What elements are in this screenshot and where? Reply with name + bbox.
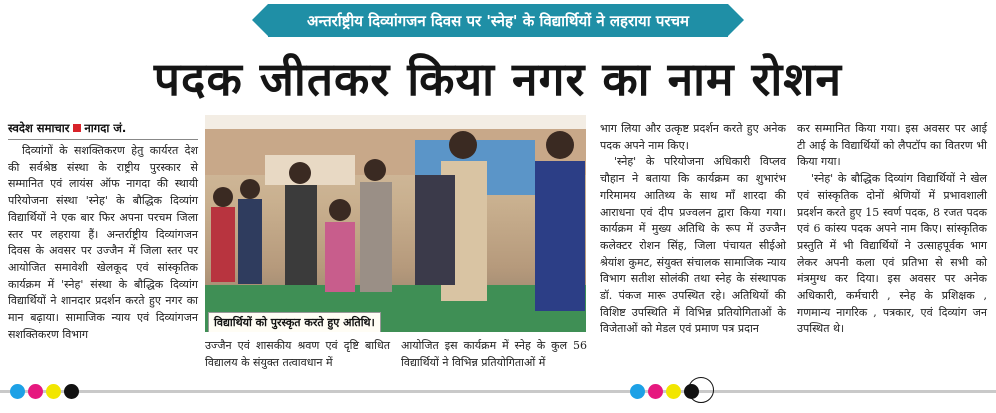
photo-illustration [205,115,586,332]
yellow-dot-icon [46,384,61,399]
paragraph: कर सम्मानित किया गया। इस अवसर पर आई टी आई के विद्यार्थियों को लैपटॉप का वितरण भी किया गया। [797,122,987,169]
article-column-4 [600,121,786,338]
paragraph: आयोजित इस कार्यक्रम में स्नेह के कुल 56 विद्यार्थियों ने विभिन्न प्रतियोगिताओं में [401,339,587,369]
magenta-dot-icon [648,384,663,399]
print-color-marks-left [10,382,79,400]
paragraph: भाग लिया और उत्कृष्ट प्रदर्शन करते हुए अनेक पदक अपने नाम किए। [600,122,786,152]
paragraph: 'स्नेह' के परियोजना अधिकारी विप्लव चौहान ने बताया कि कार्यक्रम का शुभारंभ गरिमामय आतिथ्य के साथ माँ शारदा की आराधना एवं दीप प्रज्वलन द्वारा किया गया। कार्यक्रम में मुख्य अतिथि के रूप में उज्जैन कलेक्टर रोशन सिंह, जिला पंचायत सीईओ श्रेयांश कुमट, संयुक्त संचालक सामाजिक न्याय विभाग सतीश सोलंकी तथा स्नेह के संस्थापक डॉ. पंकज मारू उपस्थित रहे। अतिथियों की विशिष्ट उपस्थिति में विभिन्न प्रतियोगिताओं के विजेताओं को मेडल एवं प्रमाण पत्र प्रदान [600,155,786,336]
article-column-5 [797,121,987,338]
black-dot-icon [64,384,79,399]
registration-mark-icon [688,377,714,403]
article-column-1 [8,143,198,343]
photo-caption: विद्यार्थियों को पुरस्कृत करते हुए अतिथि। [208,312,381,332]
kicker-banner [268,4,728,37]
news-photo [205,115,586,332]
magenta-dot-icon [28,384,43,399]
paragraph: 'स्नेह' के बौद्धिक दिव्यांग विद्यार्थियों ने खेल एवं सांस्कृतिक दोनों श्रेणियों में प्रभावशाली प्रदर्शन करते हुए 15 स्वर्ण पदक, 8 रजत पदक एवं 6 कांस्य पदक अपने नाम किए। सांस्कृतिक प्रस्तुति में भी विद्यार्थियों ने उत्साहपूर्वक भाग लेकर अपनी कला एवं प्रतिभा से सभी को मंत्रमुग्ध कर दिया। इस अवसर पर अनेक अधिकारी, कर्मचारी , स्नेह के प्रशिक्षक , गणमान्य नागरिक , पत्रकार, एवं दिव्यांग जन उपस्थित थे। [797,172,987,336]
yellow-dot-icon [666,384,681,399]
paragraph: दिव्यांगों के सशक्तिकरण हेतु कार्यरत देश की सर्वश्रेष्ठ संस्था के राष्ट्रीय पुरस्कार से सम्मानित एवं लायंस ऑफ नागदा की स्थायी परियोजना संस्था 'स्नेह' के बौद्धिक दिव्यांग विद्यार्थियों ने एक बार फिर अपना परचम जिला स्तर पर लहराया हैं। अन्तर्राष्ट्रीय दिव्यांगजन दिवस के अवसर पर उज्जैन में जिला स्तर पर आयोजित समावेशी खेलकूद एवं सांस्कृतिक कार्यक्रम में 'स्नेह' संस्था के बौद्धिक दिव्यांग विद्यार्थियों ने शानदार प्रदर्शन करते हुए नगर का मान बढ़ाया। सामाजिक न्याय एवं दिव्यांगजन सशक्तिकरण विभाग [8,144,198,341]
byline [8,121,198,140]
byline-square-icon [73,124,81,132]
kicker-text: अन्तर्राष्ट्रीय दिव्यांगजन दिवस पर 'स्नेह' के विद्यार्थियों ने लहराया परचम [306,11,689,30]
article-column-2 [205,338,390,371]
cyan-dot-icon [630,384,645,399]
byline-source: स्वदेश समाचार [8,121,70,135]
print-rule [0,390,996,393]
cyan-dot-icon [10,384,25,399]
headline: पदक जीतकर किया नगर का नाम रोशन [153,52,843,106]
byline-place: नागदा जं. [84,121,127,135]
article-column-3 [401,338,587,371]
paragraph: उज्जैन एवं शासकीय श्रवण एवं दृष्टि बाधित विद्यालय के संयुक्त तत्वावधान में [205,339,390,369]
